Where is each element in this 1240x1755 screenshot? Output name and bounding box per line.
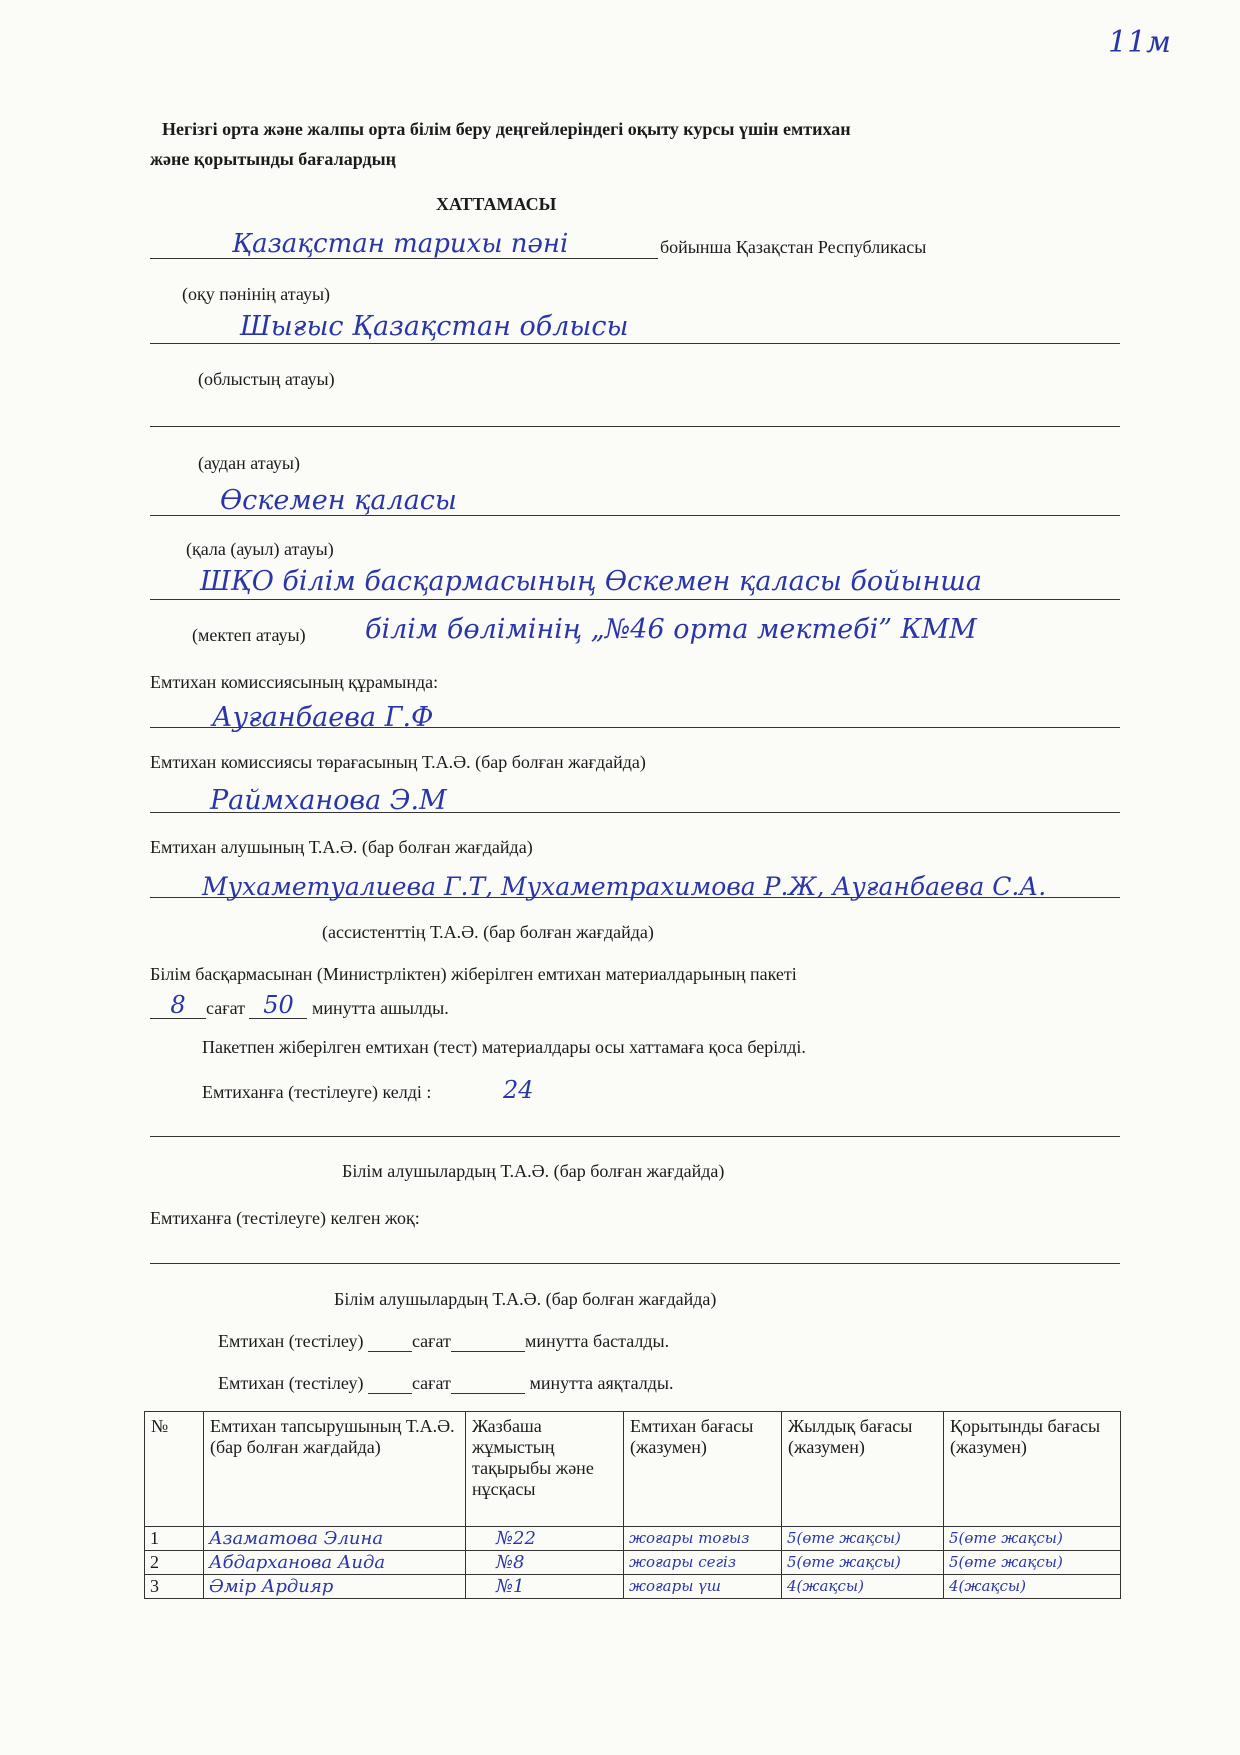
examiner-value: Раймханова Э.М [210, 785, 447, 816]
row-number: 1 [145, 1527, 204, 1551]
title-line-1: Негізгі орта және жалпы орта білім беру деңгейлеріндегі оқыту курсы үшін емтихан [162, 119, 851, 139]
region-value: Шығыс Қазақстан облысы [240, 311, 629, 342]
header-number: № [145, 1412, 204, 1527]
row-topic: №8 [466, 1551, 624, 1575]
school-value-line-2: білім бөлімінің „№46 орта мектебі” КММ [365, 614, 977, 645]
row-topic: №22 [466, 1527, 624, 1551]
commission-label: Емтихан комиссиясының құрамында: [150, 672, 439, 692]
package-open-time [150, 993, 449, 1019]
protocol-heading: ХАТТАМАСЫ [436, 194, 557, 214]
package-attached: Пакетпен жіберілген емтихан (тест) материалдары осы хаттамаға қоса берілді. [202, 1037, 806, 1057]
results-table-header [145, 1412, 1121, 1527]
city-caption: (қала (ауыл) атауы) [186, 539, 334, 559]
row-final-grade: 5(өте жақсы) [944, 1527, 1121, 1551]
table-row [145, 1527, 1121, 1551]
district-caption: (аудан атауы) [198, 453, 300, 473]
exam-end-hour-word: сағат [411, 1373, 451, 1393]
header-topic: Жазбаша жұмыстың тақырыбы және нұсқасы [466, 1412, 624, 1527]
exam-end-line [218, 1372, 674, 1394]
package-line-1: Білім басқармасынан (Министрліктен) жіберілген емтихан материалдарының пакеті [150, 964, 797, 984]
row-student-name: Абдарханова Аида [204, 1551, 466, 1575]
row-number: 3 [145, 1575, 204, 1599]
attended-count: 24 [503, 1076, 534, 1104]
row-annual-grade: 4(жақсы) [782, 1575, 944, 1599]
title-line-2: және қорытынды бағалардың [150, 149, 396, 169]
assistants-caption: (ассистенттің Т.А.Ә. (бар болған жағдайда) [322, 922, 654, 942]
exam-start-line [218, 1330, 669, 1352]
row-final-grade: 4(жақсы) [944, 1575, 1121, 1599]
region-caption: (облыстың атауы) [198, 369, 335, 389]
header-annual-grade: Жылдық бағасы (жазумен) [782, 1412, 944, 1527]
header-exam-grade: Емтихан бағасы (жазумен) [624, 1412, 782, 1527]
row-exam-grade: жоғары тоғыз [624, 1527, 782, 1551]
package-hour: 8 [170, 991, 186, 1019]
assistants-value: Мухаметуалиева Г.Т, Мухаметрахимова Р.Ж, Ауғанбаева С.А. [202, 872, 1047, 901]
city-value: Өскемен қаласы [220, 485, 457, 516]
row-student-name: Азаматова Элина [204, 1527, 466, 1551]
row-student-name: Әмір Ардияр [204, 1575, 466, 1599]
row-annual-grade: 5(өте жақсы) [782, 1527, 944, 1551]
row-annual-grade: 5(өте жақсы) [782, 1551, 944, 1575]
subject-caption: (оқу пәнінің атауы) [182, 284, 331, 304]
exam-start-hour-word: сағат [411, 1331, 451, 1351]
row-final-grade: 5(өте жақсы) [944, 1551, 1121, 1575]
page-number-mark: 11м [1108, 25, 1172, 60]
table-row [145, 1551, 1121, 1575]
exam-start-prefix: Емтихан (тестілеу) [218, 1331, 364, 1351]
commission-chair-caption: Емтихан комиссиясы төрағасының Т.А.Ә. (бар болған жағдайда) [150, 752, 646, 772]
row-exam-grade: жоғары үш [624, 1575, 782, 1599]
students-caption-1: Білім алушылардың Т.А.Ә. (бар болған жағдайда) [342, 1161, 725, 1181]
header-student-name: Емтихан тапсырушының Т.А.Ә. (бар болған жағдайда) [204, 1412, 466, 1527]
subject-suffix: бойынша Қазақстан Республикасы [660, 237, 927, 257]
students-caption-2: Білім алушылардың Т.А.Ә. (бар болған жағдайда) [334, 1289, 717, 1309]
exam-end-suffix: минутта аяқталды. [529, 1373, 674, 1393]
table-row [145, 1575, 1121, 1599]
header-final-grade: Қорытынды бағасы (жазумен) [944, 1412, 1121, 1527]
attended-label: Емтиханға (тестілеуге) келді : [202, 1082, 432, 1102]
exam-start-suffix: минутта басталды. [524, 1331, 670, 1351]
exam-end-prefix: Емтихан (тестілеу) [218, 1373, 364, 1393]
results-table [144, 1411, 1121, 1599]
row-topic: №1 [466, 1575, 624, 1599]
commission-chair-value: Ауғанбаева Г.Ф [212, 702, 434, 733]
row-exam-grade: жоғары сегіз [624, 1551, 782, 1575]
school-value-line-1: ШҚО білім басқармасының Өскемен қаласы бойынша [200, 566, 982, 597]
school-caption: (мектеп атауы) [192, 625, 306, 645]
package-minute: 50 [263, 991, 294, 1019]
package-hour-word: сағат [206, 998, 245, 1018]
subject-value: Қазақстан тарихы пәні [232, 229, 569, 259]
row-number: 2 [145, 1551, 204, 1575]
examiner-caption: Емтихан алушының Т.А.Ә. (бар болған жағдайда) [150, 837, 533, 857]
absent-label: Емтиханға (тестілеуге) келген жоқ: [150, 1208, 420, 1228]
package-minute-suffix: минутта ашылды. [311, 998, 449, 1018]
